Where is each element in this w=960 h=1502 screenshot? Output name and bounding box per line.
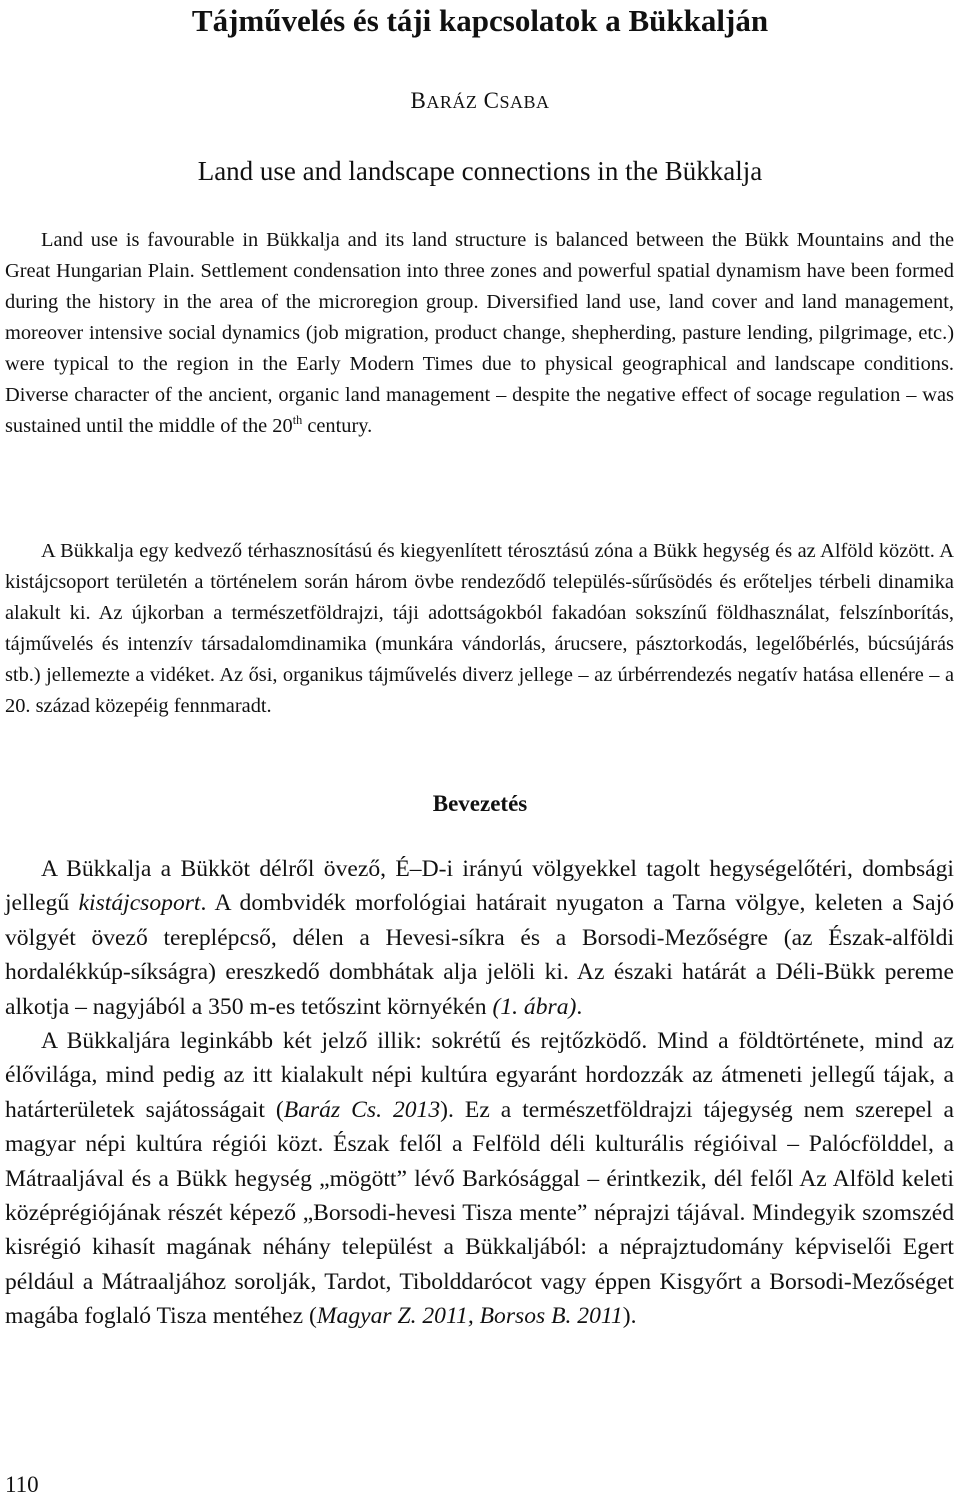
body-paragraph-2-text-3: ). [622, 1303, 637, 1330]
body-paragraph-1-text-3: . [576, 993, 583, 1020]
abstract-english-text-end: century. [302, 415, 373, 437]
author-rest-1: ARÁZ [426, 92, 478, 112]
abstract-hungarian: A Bükkalja egy kedvező térhasznosítású és kiegyenlített térosztású zóna a Bükk hegység és az Alföld között. A kistájcsoport területén a történelem során három övbe rendeződő település-sűrűsödés és erőteljes térbeli dinamika alakult ki. Az újkorban a természetföldrajzi, táji adottságokból fakadóan sokszínű földhasználat, felszínborítás, tájművelés és intenzív társadalomdinamika (munkára vándorlás, árucsere, pásztorkodás, legelőbérlés, búcsújárás stb.) jellemezte a vidéket. Az ősi, organikus tájművelés diverz jellege – az úrbérrendezés negatív hatása ellenére – a 20. század közepéig fennmaradt. [5, 540, 954, 717]
citation: Baráz Cs. 2013 [283, 1096, 441, 1123]
author-initial-2: C [483, 88, 500, 113]
body-paragraph-1-italic-term: kistájcsoport [78, 890, 201, 917]
body-paragraph-2 [5, 1024, 954, 1334]
body-paragraph-1-text-2: . A dombvidék morfológiai határait nyugaton a Tarna völgye, keleten a Sajó völgyét övező tereplépcső, délen a Hevesi-síkra és a Borsodi-Mezőségre (az Észak-alföldi hordalékkúp-síkságra) ereszkedő dombhátak alja jelöli ki. Az északi határát a Déli-Bükk pereme alkotja – nagyjából a 350 m-es tetőszint környékén [5, 890, 954, 1020]
citation: Magyar Z. 2011, Borsos B. 2011 [316, 1303, 623, 1330]
english-title: Land use and landscape connections in the Bükkalja [197, 156, 763, 186]
body-paragraph-2-text: A Bükkaljára leginkább két jelző illik: sokrétű és rejtőzködő. Mind a földtörténete, mind az élővilága, mind pedig az itt kialakult népi kultúra egyaránt hordozzák az átmeneti jellegű tájak, a határterületek sajátosságait ( [5, 1028, 954, 1123]
section-heading: Bevezetés [432, 791, 528, 816]
body-paragraph-1 [5, 852, 954, 1024]
body-text [5, 852, 954, 1334]
article-title: Tájművelés és táji kapcsolatok a Bükkalján [191, 3, 769, 38]
body-paragraph-1-text: A Bükkalja a Bükköt délről övező, É–D-i irányú völgyekkel tagolt hegységelőtéri, dombsági jellegű [5, 856, 954, 917]
figure-reference: (1. ábra) [492, 993, 577, 1020]
page-number: 110 [5, 1472, 39, 1497]
abstract-english-text: Land use is favourable in Bükkalja and its land structure is balanced between the Bükk Mountains and the Great Hungarian Plain. Settlement condensation into three zones and powerful spatial dynamism have been formed during the history in the area of the microregion group. Diversified land use, land cover and land management, moreover intensive social dynamics (job migration, product change, shepherding, pasture lending, pilgrimage, etc.) were typical to the region in the Early Modern Times due to physical geographical and landscape conditions. Diverse character of the ancient, organic land management – despite the negative effect of socage regulation – was sustained until the middle of the 20 [5, 229, 954, 437]
abstract-english-superscript: th [292, 413, 303, 428]
author-initial-1: B [410, 88, 427, 113]
body-paragraph-2-text-2: ). Ez a természetföldrajzi tájegység nem szerepel a magyar népi kultúra régiói közt. Észak felől a Felföld déli kulturális régióival – Palócfölddel, a Mátraaljával és a Bükk hegység „mögött” lévő Barkósággal – érintkezik, dél felől Az Alföld keleti középrégiójának részét képező „Borsodi-hevesi Tisza mente” néprajzi tájával. Mindegyik szomszéd kisrégió kihasít magának néhány települést a Bükkaljából: a néprajztudomány képviselői Egert például a Mátraaljához sorolják, Tardot, Tibolddarócot vagy éppen Kisgyőrt a Borsodi-Mezőséget magába foglaló Tisza mentéhez ( [5, 1096, 954, 1330]
author-name [0, 86, 960, 117]
author-rest-2: SABA [499, 92, 550, 112]
abstract-english [5, 225, 954, 442]
